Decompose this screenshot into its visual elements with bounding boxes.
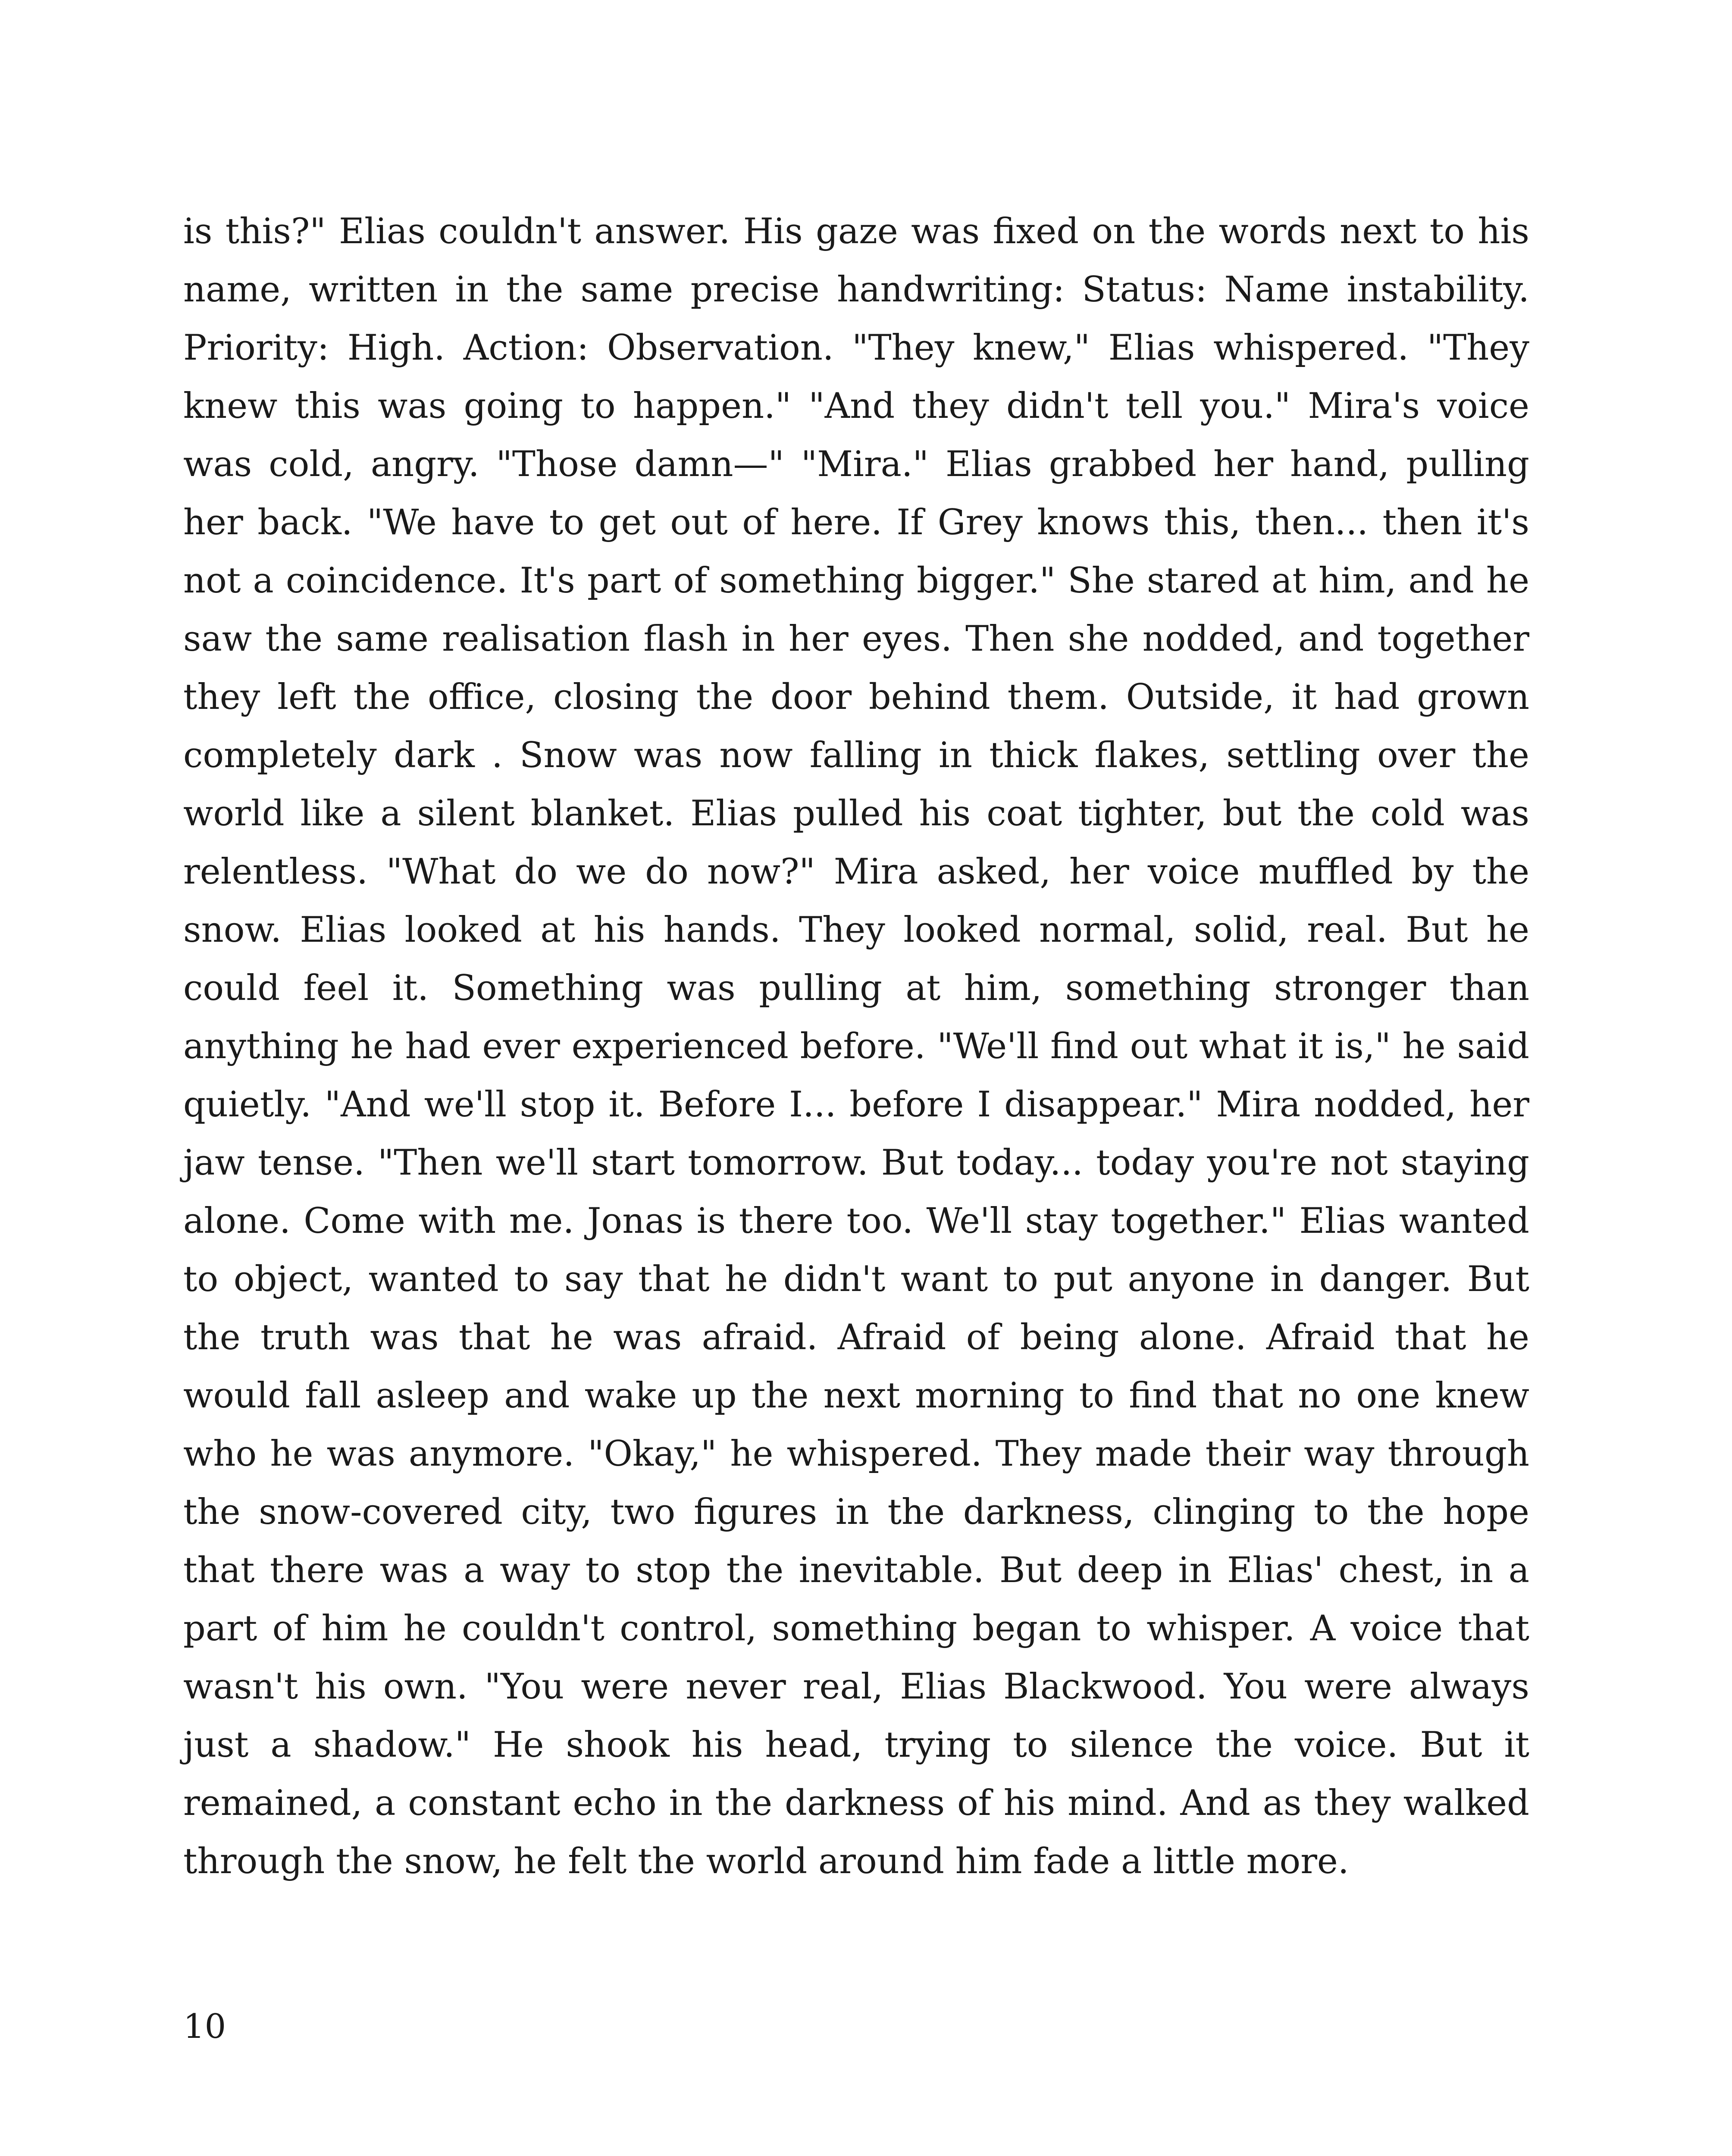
body-paragraph: is this?" Elias couldn't answer. His gaze was fixed on the words next to his name, written in the same precise handwriting: Status: Name instability. Priority: High. Action: Observation. "They knew," Elias whispered. "They knew this was going to happen." "And they didn't tell you." Mira's voice was cold, angry. "Those damn—" "Mira." Elias grabbed her hand, pulling her back. "We have to get out of here. If Grey knows this, then... then it's not a coincidence. It's part of something bigger." She stared at him, and he saw the same realisation flash in her eyes. Then she nodded, and together they left the office, closing the door behind them. Outside, it had grown completely dark . Snow was now falling in thick flakes, settling over the world like a silent blanket. Elias pulled his coat tighter, but the cold was relentless. "What do we do now?" Mira asked, her voice muffled by the snow. Elias looked at his hands. They looked normal, solid, real. But he could feel it. Something was pulling at him, something stronger than anything he had ever experienced before. "We'll find out what it is," he said quietly. "And we'll stop it. Before I... before I disappear." Mira nodded, her jaw tense. "Then we'll start tomorrow. But today... today you're not staying alone. Come with me. Jonas is there too. We'll stay together." Elias wanted to object, wanted to say that he didn't want to put anyone in danger. But the truth was that he was afraid. Afraid of being alone. Afraid that he would fall asleep and wake up the next morning to find that no one knew who he was anymore. "Okay," he whispered. They made their way through the snow-covered city, two figures in the darkness, clinging to the hope that there was a way to stop the inevitable. But deep in Elias' chest, in a part of him he couldn't control, something began to whisper. A voice that wasn't his own. "You were never real, Elias Blackwood. You were always just a shadow." He shook his head, trying to silence the voice. But it remained, a constant echo in the darkness of his mind. And as they walked through the snow, he felt the world around him fade a little more. [183,211,1529,1882]
page-number: 10 [183,2007,226,2046]
